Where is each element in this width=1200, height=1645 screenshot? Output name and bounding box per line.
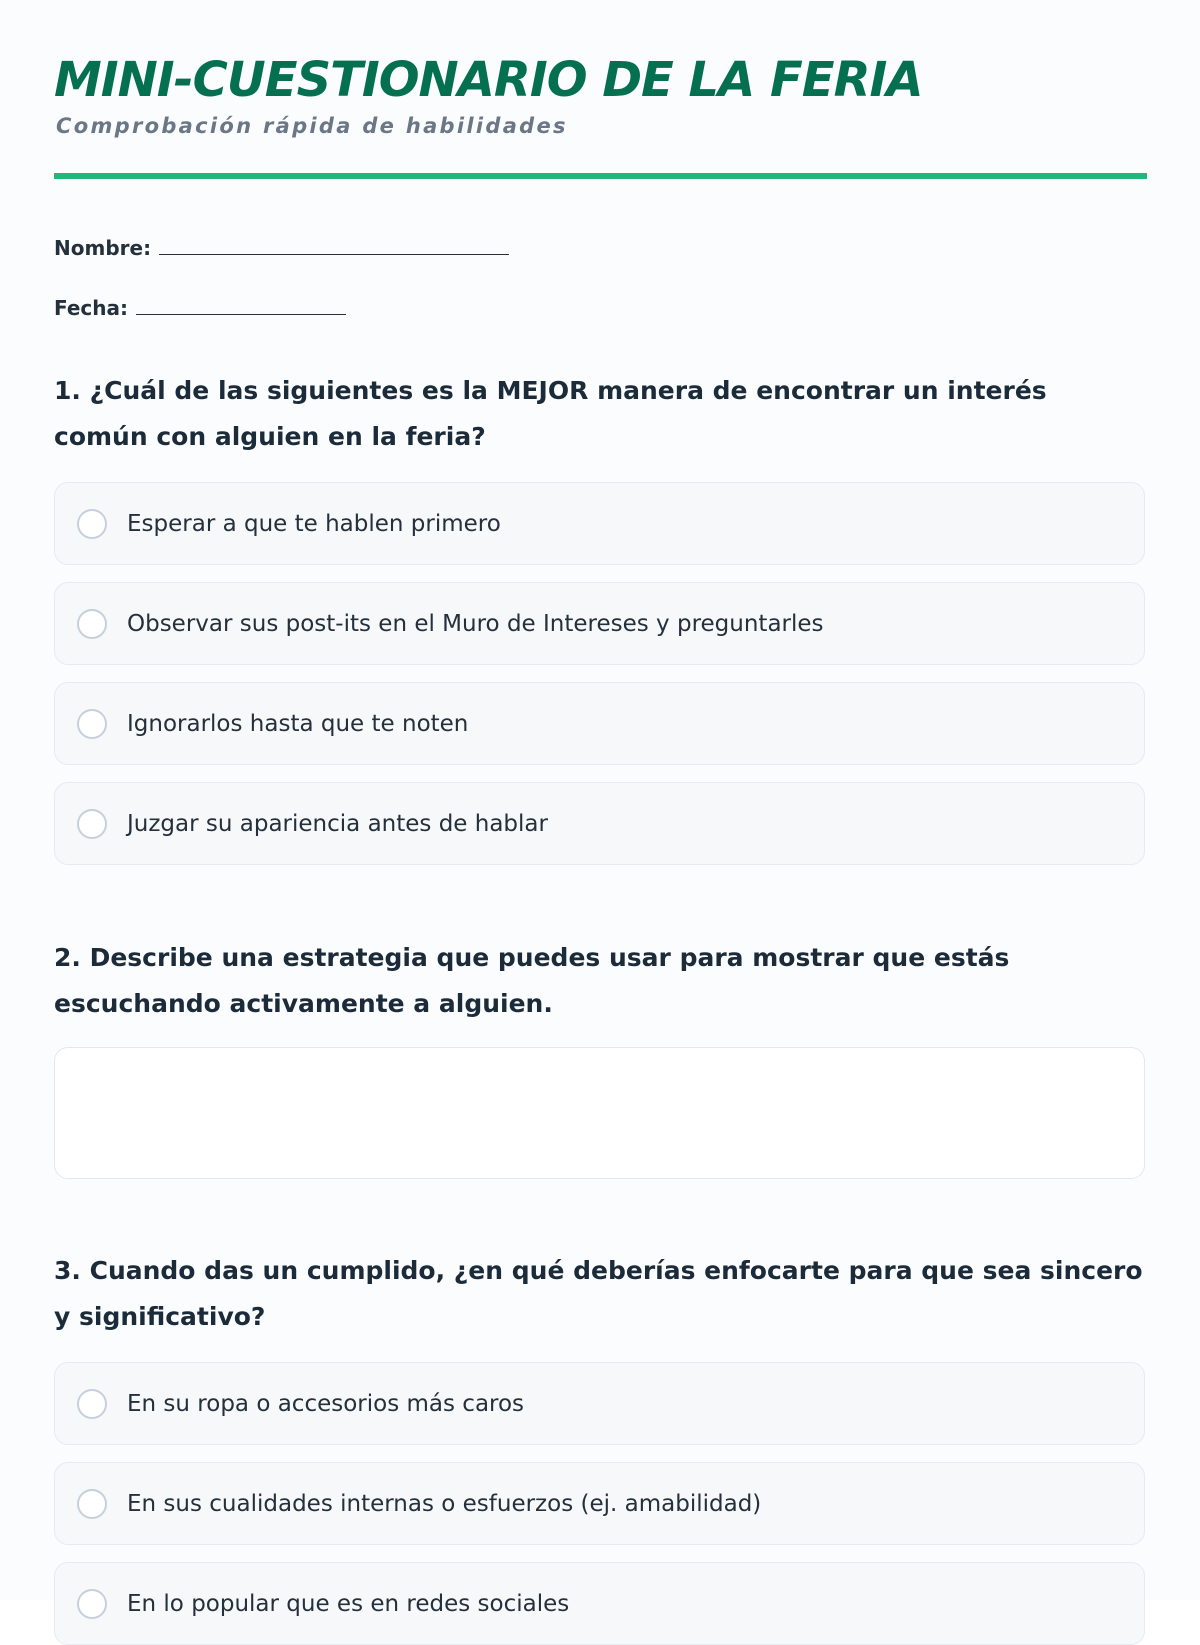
radio-button[interactable] bbox=[77, 709, 107, 739]
option-label: En su ropa o accesorios más caros bbox=[127, 1390, 525, 1417]
date-label: Fecha: bbox=[54, 296, 129, 320]
option-label: Esperar a que te hablen primero bbox=[127, 510, 501, 537]
question-1-option-3[interactable] bbox=[54, 682, 1145, 765]
radio-button[interactable] bbox=[77, 509, 107, 539]
question-3-option-1[interactable] bbox=[54, 1362, 1145, 1445]
radio-button[interactable] bbox=[77, 1489, 107, 1519]
question-3-text: 3. Cuando das un cumplido, ¿en qué deberías enfocarte para que sea sincero y significativo? bbox=[54, 1256, 1143, 1331]
page-title: MINI-CUESTIONARIO DE LA FERIA bbox=[54, 52, 923, 108]
question-3-option-3[interactable] bbox=[54, 1562, 1145, 1645]
date-field[interactable] bbox=[54, 296, 346, 320]
option-label: En lo popular que es en redes sociales bbox=[127, 1590, 570, 1617]
name-field[interactable] bbox=[54, 236, 509, 260]
option-label: Juzgar su apariencia antes de hablar bbox=[127, 810, 548, 837]
question-2-answer-field[interactable] bbox=[54, 1047, 1145, 1179]
option-label: Observar sus post-its en el Muro de Intereses y preguntarles bbox=[127, 610, 824, 637]
radio-button[interactable] bbox=[77, 809, 107, 839]
question-2-text: 2. Describe una estrategia que puedes usar para mostrar que estás escuchando activamente a alguien. bbox=[54, 943, 1010, 1018]
name-blank-line[interactable] bbox=[159, 240, 509, 255]
date-blank-line[interactable] bbox=[136, 300, 346, 315]
option-label: En sus cualidades internas o esfuerzos (ej. amabilidad) bbox=[127, 1490, 762, 1517]
question-1-option-1[interactable] bbox=[54, 482, 1145, 565]
name-label: Nombre: bbox=[54, 236, 152, 260]
page-subtitle: Comprobación rápida de habilidades bbox=[56, 114, 568, 138]
question-1-option-4[interactable] bbox=[54, 782, 1145, 865]
question-1-option-2[interactable] bbox=[54, 582, 1145, 665]
radio-button[interactable] bbox=[77, 1589, 107, 1619]
radio-button[interactable] bbox=[77, 1389, 107, 1419]
radio-button[interactable] bbox=[77, 609, 107, 639]
option-label: Ignorarlos hasta que te noten bbox=[127, 710, 469, 737]
question-3-option-2[interactable] bbox=[54, 1462, 1145, 1545]
question-1-text: 1. ¿Cuál de las siguientes es la MEJOR manera de encontrar un interés común con alguien en la feria? bbox=[54, 376, 1047, 451]
title-divider bbox=[54, 173, 1147, 179]
